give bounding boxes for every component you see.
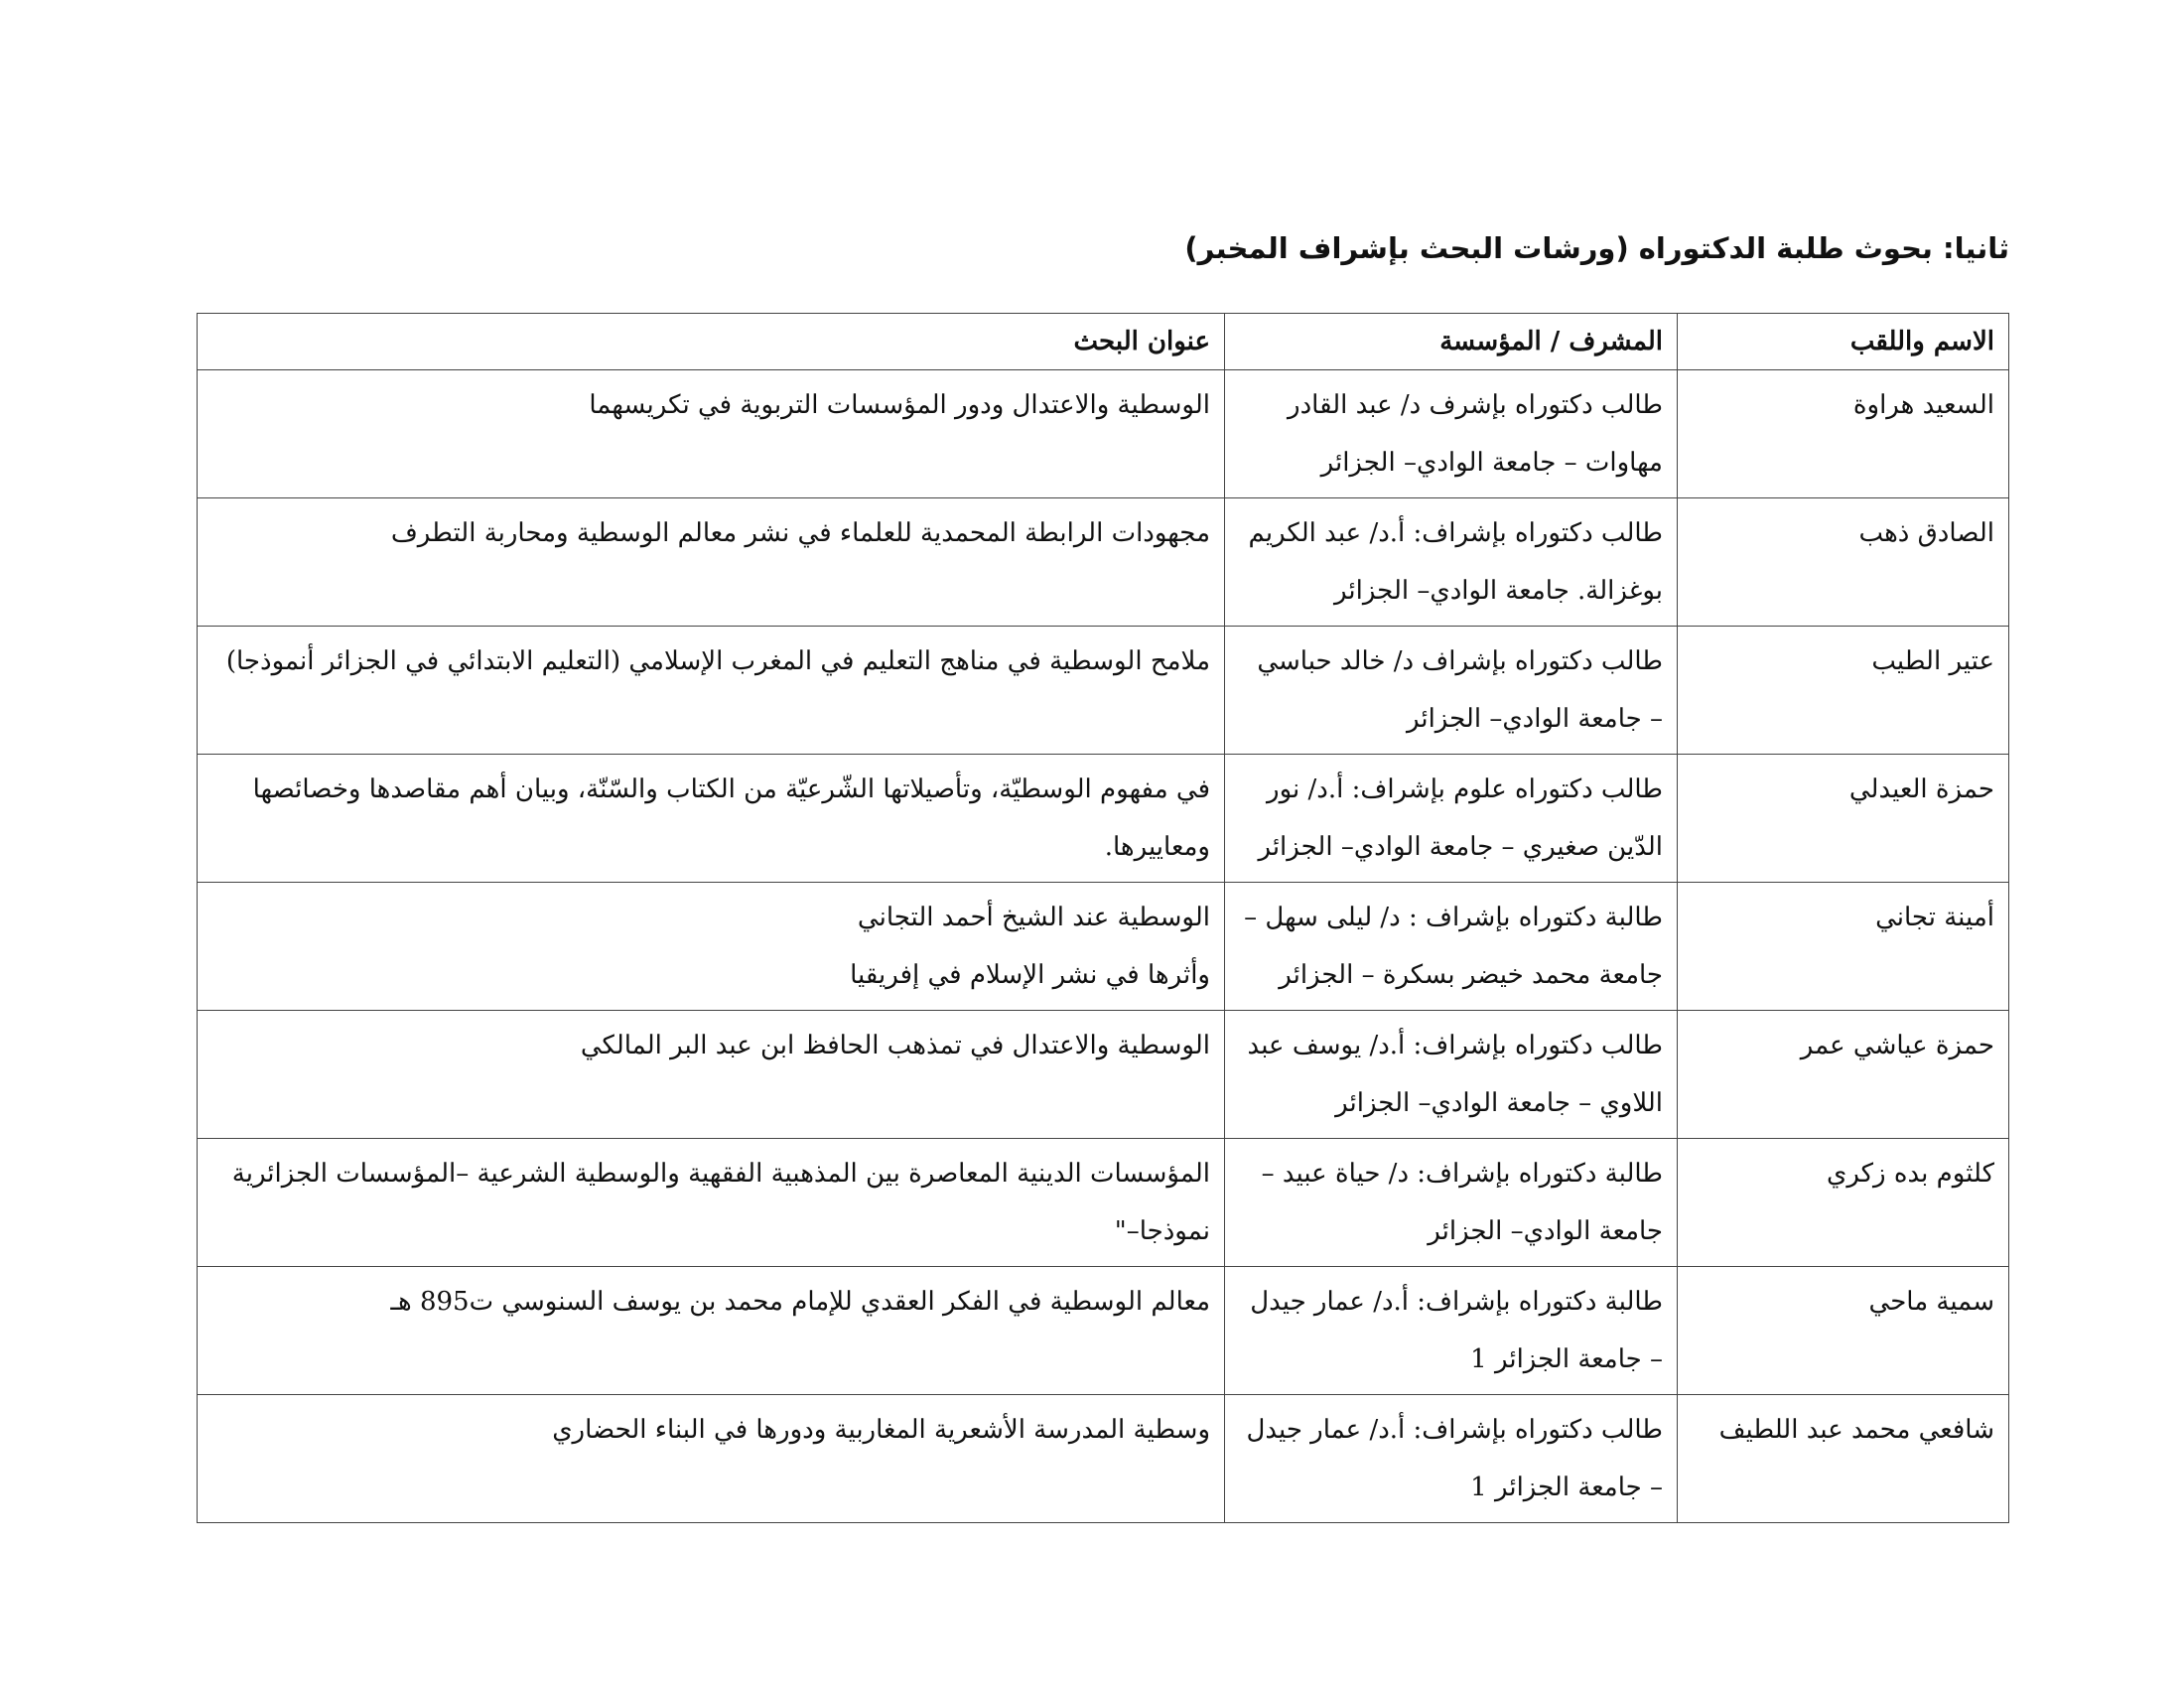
research-title: المؤسسات الدينية المعاصرة بين المذهبية الفقهية والوسطية الشرعية –المؤسسات الجزائرية نموذجا–" xyxy=(198,1139,1225,1267)
research-title: مجهودات الرابطة المحمدية للعلماء في نشر معالم الوسطية ومحاربة التطرف xyxy=(198,498,1225,627)
supervisor-institution: طالب دكتوراه بإشرف د/ عبد القادر مهاوات – جامعة الوادي– الجزائر xyxy=(1225,370,1678,498)
table-row xyxy=(198,1011,2009,1139)
supervisor-institution: طالب دكتوراه بإشراف د/ خالد حباسي – جامعة الوادي– الجزائر xyxy=(1225,627,1678,755)
supervisor-institution: طالب دكتوراه بإشراف: أ.د/ يوسف عبد اللاوي – جامعة الوادي– الجزائر xyxy=(1225,1011,1678,1139)
student-name: حمزة العيدلي xyxy=(1678,755,2009,883)
table-row xyxy=(198,755,2009,883)
table-row xyxy=(198,498,2009,627)
supervisor-institution: طالبة دكتوراه بإشراف : د/ ليلى سهل – جامعة محمد خيضر بسكرة – الجزائر xyxy=(1225,883,1678,1011)
header-supervisor: المشرف / المؤسسة xyxy=(1225,314,1678,370)
research-title xyxy=(198,883,1225,1011)
student-name: السعيد هراوة xyxy=(1678,370,2009,498)
table-header-row xyxy=(198,314,2009,370)
table-row xyxy=(198,1395,2009,1523)
student-name: الصادق ذهب xyxy=(1678,498,2009,627)
research-title-line: وأثرها في نشر الإسلام في إفريقيا xyxy=(850,960,1210,990)
section-heading: ثانيا: بحوث طلبة الدكتوراه (ورشات البحث بإشراف المخبر) xyxy=(1184,231,2009,265)
student-name: عتير الطيب xyxy=(1678,627,2009,755)
supervisor-institution: طالبة دكتوراه بإشراف: أ.د/ عمار جيدل – جامعة الجزائر 1 xyxy=(1225,1267,1678,1395)
supervisor-institution: طالب دكتوراه بإشراف: أ.د/ عبد الكريم بوغزالة. جامعة الوادي– الجزائر xyxy=(1225,498,1678,627)
table-row xyxy=(198,1267,2009,1395)
table-row xyxy=(198,883,2009,1011)
header-name: الاسم واللقب xyxy=(1678,314,2009,370)
table-row xyxy=(198,1139,2009,1267)
research-title: الوسطية والاعتدال في تمذهب الحافظ ابن عبد البر المالكي xyxy=(198,1011,1225,1139)
table-row xyxy=(198,370,2009,498)
student-name: شافعي محمد عبد اللطيف xyxy=(1678,1395,2009,1523)
research-title: الوسطية والاعتدال ودور المؤسسات التربوية في تكريسهما xyxy=(198,370,1225,498)
supervisor-institution: طالب دكتوراه علوم بإشراف: أ.د/ نور الدّين صغيري – جامعة الوادي– الجزائر xyxy=(1225,755,1678,883)
student-name: أمينة تجاني xyxy=(1678,883,2009,1011)
table-row xyxy=(198,627,2009,755)
research-title: في مفهوم الوسطيّة، وتأصيلاتها الشّرعيّة من الكتاب والسّنّة، وبيان أهم مقاصدها وخصائصها ومعاييرها. xyxy=(198,755,1225,883)
research-title: معالم الوسطية في الفكر العقدي للإمام محمد بن يوسف السنوسي ت895 هـ xyxy=(198,1267,1225,1395)
research-title: ملامح الوسطية في مناهج التعليم في المغرب الإسلامي (التعليم الابتدائي في الجزائر أنموذجا) xyxy=(198,627,1225,755)
student-name: حمزة عياشي عمر xyxy=(1678,1011,2009,1139)
research-title-line: الوسطية عند الشيخ أحمد التجاني xyxy=(857,903,1210,932)
supervisor-institution: طالب دكتوراه بإشراف: أ.د/ عمار جيدل – جامعة الجزائر 1 xyxy=(1225,1395,1678,1523)
supervisor-institution: طالبة دكتوراه بإشراف: د/ حياة عبيد – جامعة الوادي– الجزائر xyxy=(1225,1139,1678,1267)
student-name: كلثوم بده زكري xyxy=(1678,1139,2009,1267)
research-title: وسطية المدرسة الأشعرية المغاربية ودورها في البناء الحضاري xyxy=(198,1395,1225,1523)
research-table xyxy=(197,313,2009,1523)
student-name: سمية ماحي xyxy=(1678,1267,2009,1395)
research-table-container xyxy=(197,313,2009,1523)
header-title: عنوان البحث xyxy=(198,314,1225,370)
